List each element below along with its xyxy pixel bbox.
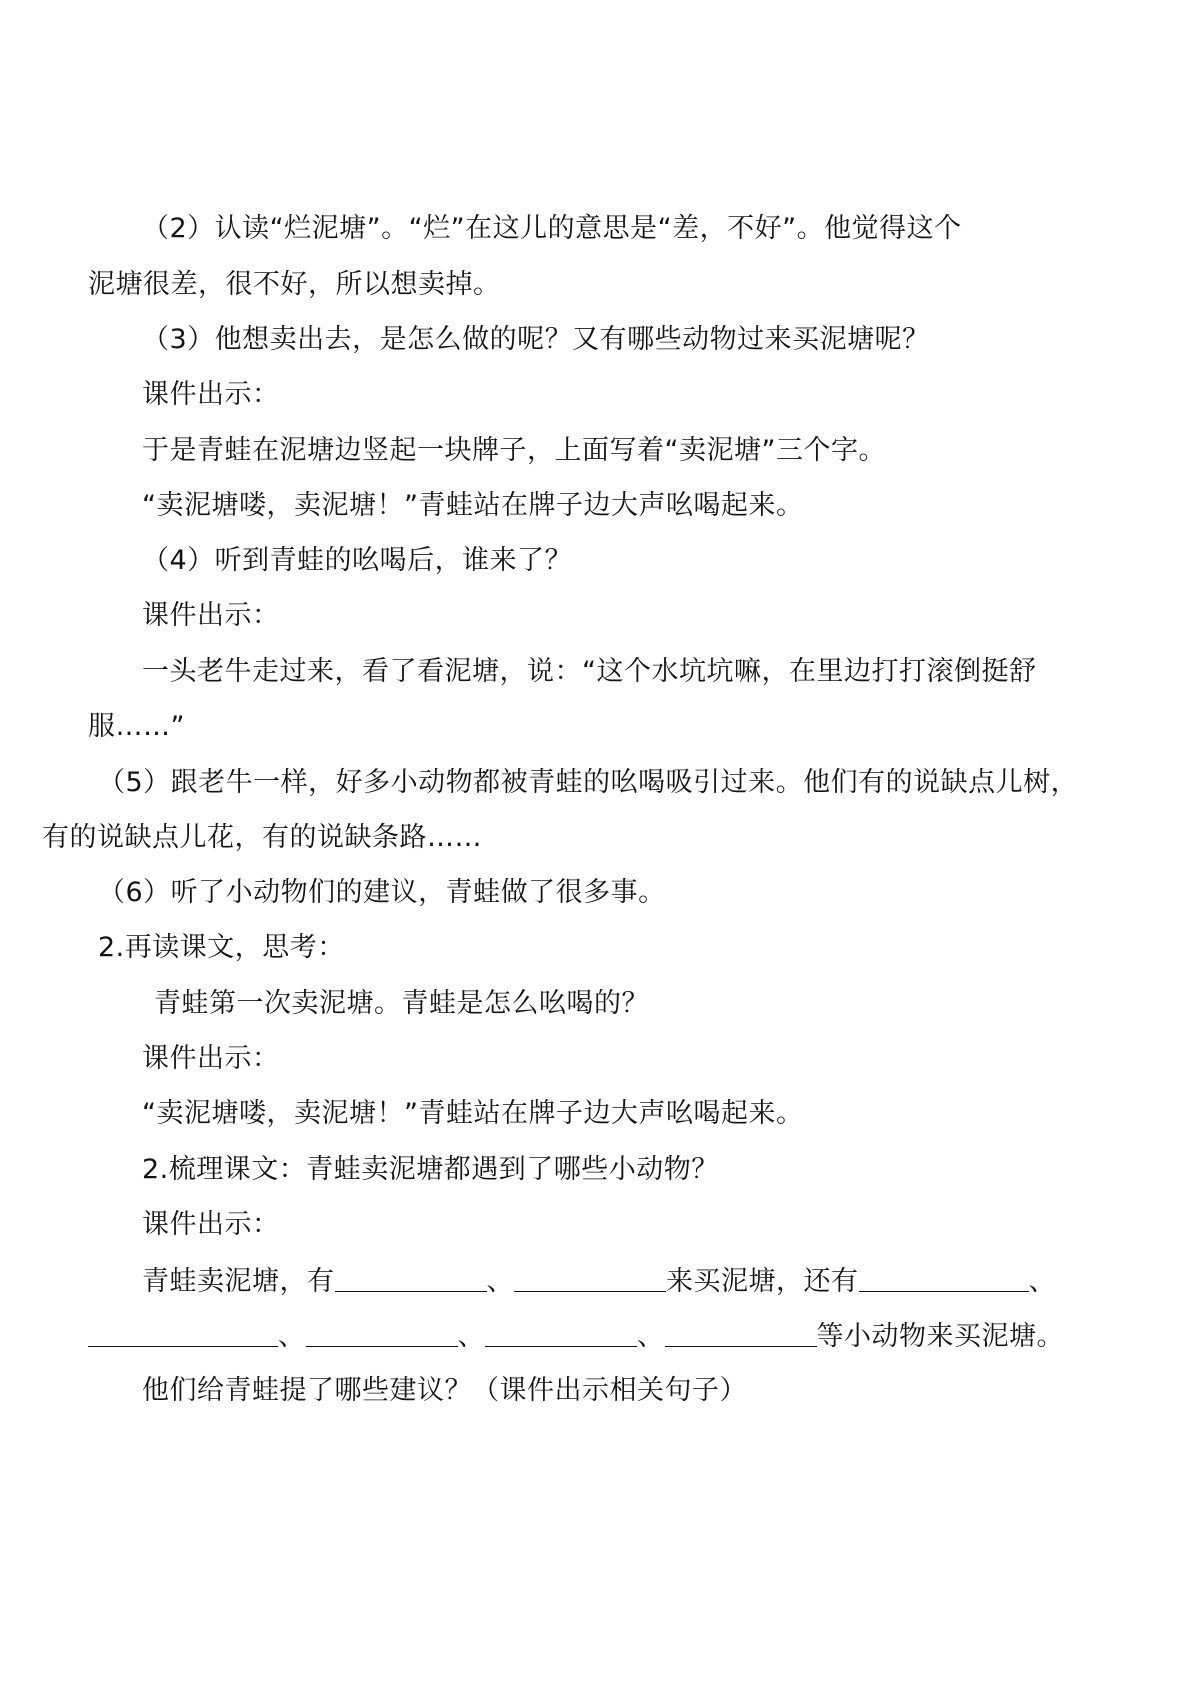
paragraph-line: “卖泥塘喽，卖泥塘！”青蛙站在牌子边大声吆喝起来。 — [142, 490, 804, 521]
paragraph-line: （2）认读“烂泥塘”。“烂”在这儿的意思是“差，不好”。他觉得这个 — [142, 213, 962, 244]
paragraph-line: （4）听到青蛙的吆喝后，谁来了？ — [142, 545, 573, 576]
paragraph-line: （6）听了小动物们的建议，青蛙做了很多事。 — [98, 877, 666, 908]
paragraph-line: 服……” — [88, 711, 185, 742]
answer-blank[interactable] — [665, 1318, 817, 1347]
fill-text: 来买泥塘，还有 — [666, 1266, 859, 1297]
fill-text: 青蛙卖泥塘，有 — [142, 1266, 335, 1297]
fill-separator: 、 — [457, 1321, 485, 1352]
fill-blank-line-1 — [142, 1263, 1056, 1299]
paragraph-line: 一头老牛走过来，看了看泥塘，说：“这个水坑坑嘛，在里边打打滚倒挺舒 — [142, 656, 1037, 687]
fill-separator: 、 — [637, 1321, 665, 1352]
answer-blank[interactable] — [306, 1318, 458, 1347]
paragraph-line: 青蛙第一次卖泥塘。青蛙是怎么吆喝的？ — [154, 988, 649, 1019]
fill-separator: 、 — [1028, 1266, 1056, 1297]
paragraph-line: 课件出示： — [142, 600, 280, 631]
paragraph-line: 有的说缺点儿花，有的说缺条路…… — [42, 822, 482, 853]
paragraph-line: 泥塘很差，很不好，所以想卖掉。 — [88, 269, 501, 300]
paragraph-line: “卖泥塘喽，卖泥塘！”青蛙站在牌子边大声吆喝起来。 — [142, 1098, 804, 1129]
paragraph-line: 课件出示： — [142, 1209, 280, 1240]
paragraph-line: 2.再读课文，思考： — [98, 932, 345, 963]
fill-separator: 、 — [278, 1321, 306, 1352]
fill-text: 等小动物来买泥塘。 — [816, 1321, 1064, 1352]
paragraph-line: 2.梳理课文：青蛙卖泥塘都遇到了哪些小动物？ — [142, 1154, 719, 1185]
fill-blank-line-2 — [88, 1318, 1064, 1354]
paragraph-line: 课件出示： — [142, 379, 280, 410]
answer-blank[interactable] — [485, 1318, 637, 1347]
paragraph-line: 于是青蛙在泥塘边竖起一块牌子，上面写着“卖泥塘”三个字。 — [142, 435, 886, 466]
paragraph-line: 课件出示： — [142, 1043, 280, 1074]
fill-separator: 、 — [486, 1266, 514, 1297]
answer-blank[interactable] — [335, 1263, 487, 1292]
answer-blank[interactable] — [88, 1318, 278, 1347]
answer-blank[interactable] — [859, 1263, 1029, 1292]
paragraph-line: （5）跟老牛一样，好多小动物都被青蛙的吆喝吸引过来。他们有的说缺点儿树， — [98, 767, 1079, 798]
paragraph-line: （3）他想卖出去，是怎么做的呢？又有哪些动物过来买泥塘呢？ — [142, 324, 930, 355]
answer-blank[interactable] — [514, 1263, 666, 1292]
paragraph-line: 他们给青蛙提了哪些建议？（课件出示相关句子） — [142, 1375, 747, 1406]
